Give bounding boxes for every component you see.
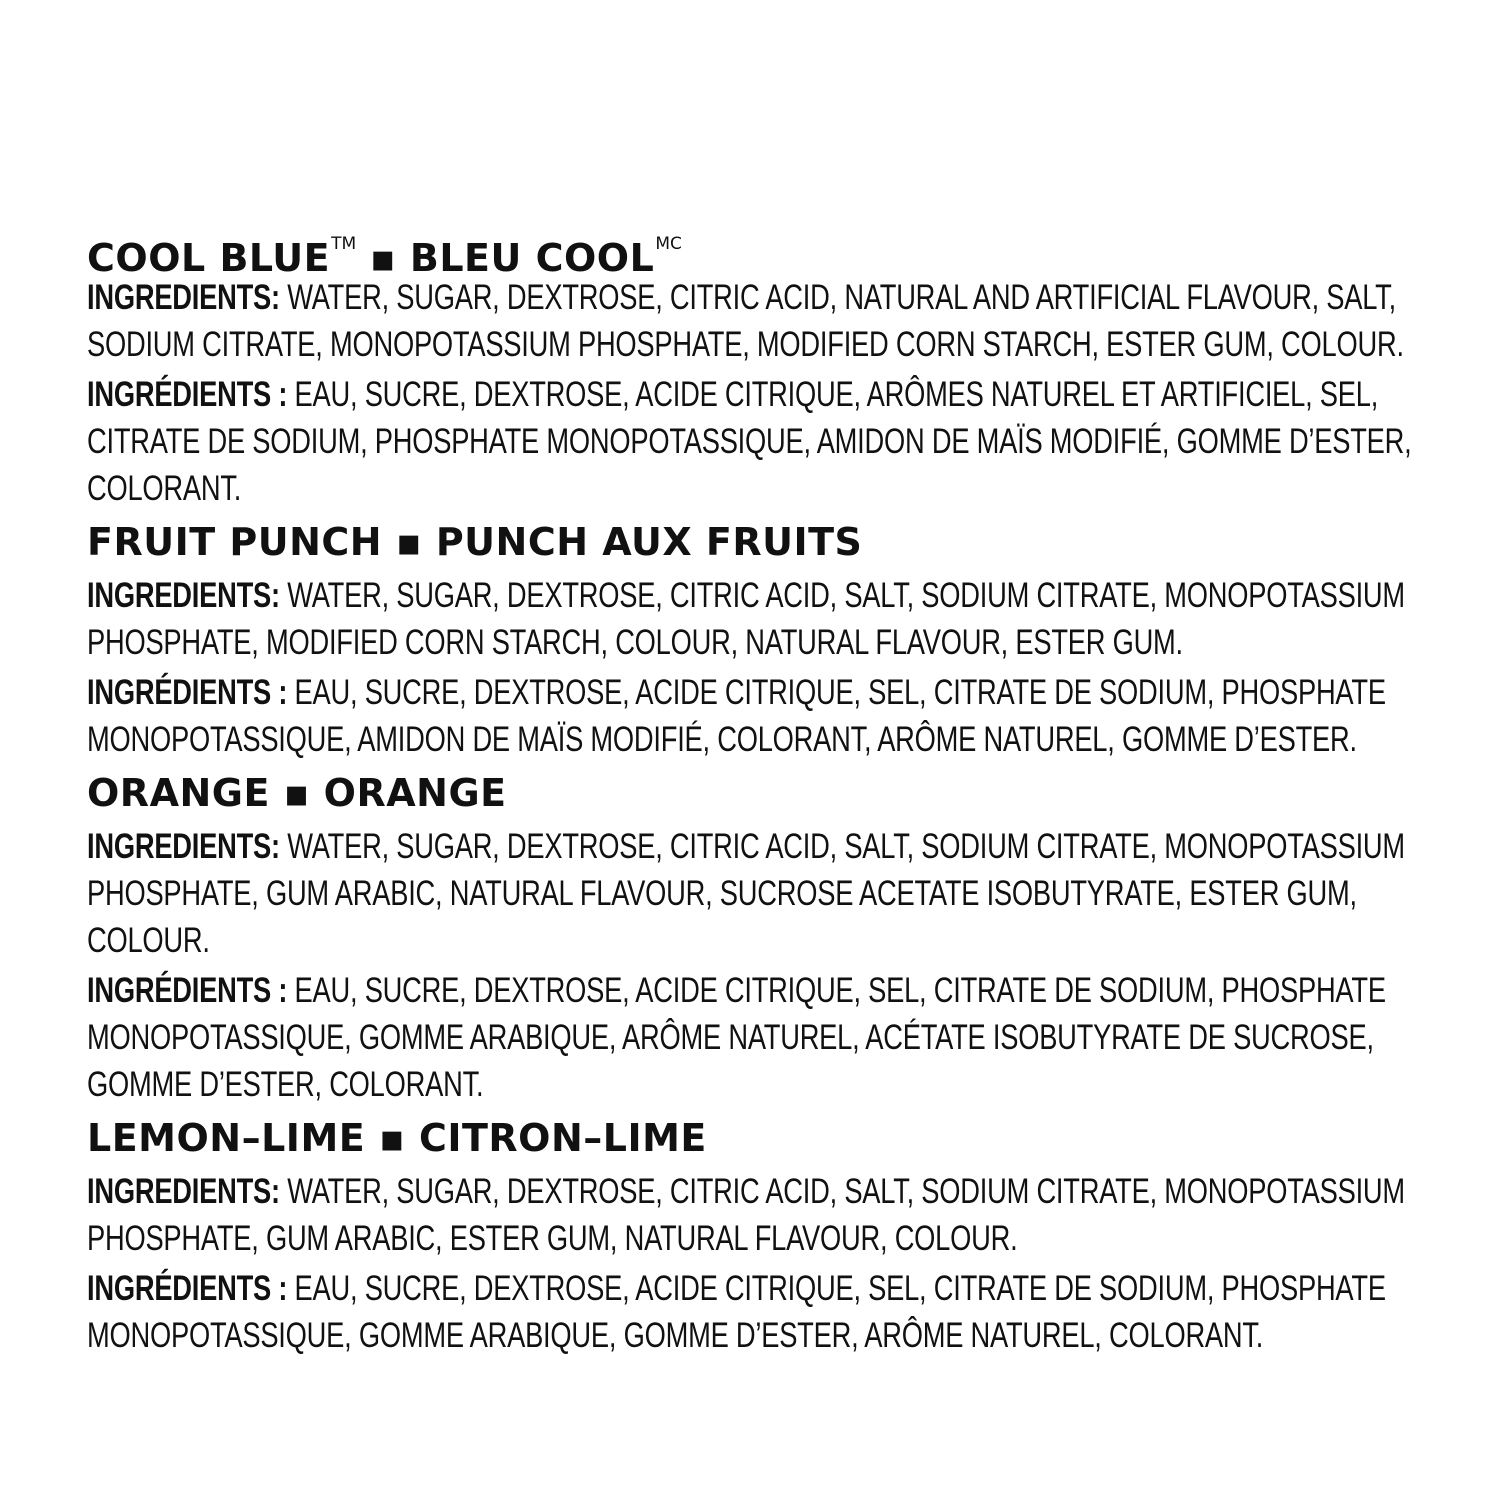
ingredients-fr [87, 967, 1436, 1108]
flavor-cool-blue [87, 218, 1437, 512]
flavor-title [87, 1112, 1437, 1164]
ingredients-fr-label: INGRÉDIENTS : [87, 971, 288, 1010]
flavor-name-en: FRUIT PUNCH [87, 520, 383, 564]
ingredients-en [87, 823, 1436, 964]
flavor-name-fr: ORANGE [323, 771, 507, 815]
ingredients-en-label: INGREDIENTS: [87, 827, 280, 866]
trademark-mark-fr: MC [655, 234, 682, 254]
flavor-name-fr: PUNCH AUX FRUITS [435, 520, 863, 564]
flavor-title [87, 767, 1437, 819]
flavor-name-fr: CITRON–LIME [418, 1116, 707, 1160]
trademark-mark: TM [331, 234, 357, 254]
ingredients-fr [87, 1265, 1436, 1359]
flavor-name-en: LEMON–LIME [87, 1116, 366, 1160]
ingredients-en [87, 572, 1436, 666]
ingredients-fr-label: INGRÉDIENTS : [87, 375, 288, 414]
ingredients-en-text: WATER, SUGAR, DEXTROSE, CITRIC ACID, SALT, SODIUM CITRATE, MONOPOTASSIUM PHOSPHATE, GUM ARABIC, ESTER GUM, NATURAL FLAVOUR, COLOUR. [87, 1172, 1405, 1258]
flavor-title [87, 218, 1437, 280]
ingredients-fr [87, 371, 1436, 512]
ingredients-en-label: INGREDIENTS: [87, 278, 280, 317]
ingredients-en-label: INGREDIENTS: [87, 576, 280, 615]
ingredients-fr-text: EAU, SUCRE, DEXTROSE, ACIDE CITRIQUE, ARÔMES NATUREL ET ARTIFICIEL, SEL, CITRATE DE SODIUM, PHOSPHATE MONOPOTASSIQUE, AMIDON DE MAÏS MODIFIÉ, GOMME D’ESTER, COLORANT. [87, 375, 1412, 508]
ingredients-fr-text: EAU, SUCRE, DEXTROSE, ACIDE CITRIQUE, SEL, CITRATE DE SODIUM, PHOSPHATE MONOPOTASSIQUE, AMIDON DE MAÏS MODIFIÉ, COLORANT, ARÔME NATUREL, GOMME D’ESTER. [87, 673, 1386, 759]
ingredients-fr-text: EAU, SUCRE, DEXTROSE, ACIDE CITRIQUE, SEL, CITRATE DE SODIUM, PHOSPHATE MONOPOTASSIQUE, GOMME ARABIQUE, ARÔME NATUREL, ACÉTATE ISOBUTYRATE DE SUCROSE, GOMME D’ESTER, COLORANT. [87, 971, 1386, 1104]
title-separator: ▪ [378, 1116, 406, 1160]
flavor-fruit-punch [87, 516, 1437, 763]
ingredients-en [87, 274, 1436, 368]
flavor-orange [87, 767, 1437, 1108]
flavor-name-fr: BLEU COOL [409, 236, 655, 280]
flavor-lemon-lime [87, 1112, 1437, 1359]
ingredients-fr-label: INGRÉDIENTS : [87, 673, 288, 712]
ingredients-en-label: INGREDIENTS: [87, 1172, 280, 1211]
title-separator: ▪ [395, 520, 423, 564]
ingredients-fr-text: EAU, SUCRE, DEXTROSE, ACIDE CITRIQUE, SEL, CITRATE DE SODIUM, PHOSPHATE MONOPOTASSIQUE, GOMME ARABIQUE, GOMME D’ESTER, ARÔME NATUREL, COLORANT. [87, 1269, 1386, 1355]
title-separator: ▪ [283, 771, 310, 815]
flavor-title [87, 516, 1437, 568]
flavor-name-en: COOL BLUE [87, 236, 331, 280]
ingredients-fr [87, 669, 1436, 763]
ingredients-en-text: WATER, SUGAR, DEXTROSE, CITRIC ACID, SALT, SODIUM CITRATE, MONOPOTASSIUM PHOSPHATE, GUM ARABIC, NATURAL FLAVOUR, SUCROSE ACETATE ISOBUTYRATE, ESTER GUM, COLOUR. [87, 827, 1405, 960]
ingredients-en-text: WATER, SUGAR, DEXTROSE, CITRIC ACID, SALT, SODIUM CITRATE, MONOPOTASSIUM PHOSPHATE, MODIFIED CORN STARCH, COLOUR, NATURAL FLAVOUR, ESTER GUM. [87, 576, 1405, 662]
title-separator: ▪ [369, 236, 397, 280]
flavor-name-en: ORANGE [87, 771, 270, 815]
ingredients-en [87, 1168, 1436, 1262]
ingredients-en-text: WATER, SUGAR, DEXTROSE, CITRIC ACID, NATURAL AND ARTIFICIAL FLAVOUR, SALT, SODIUM CITRATE, MONOPOTASSIUM PHOSPHATE, MODIFIED CORN STARCH, ESTER GUM, COLOUR. [87, 278, 1404, 364]
ingredients-label [87, 218, 1437, 1363]
ingredients-fr-label: INGRÉDIENTS : [87, 1269, 288, 1308]
